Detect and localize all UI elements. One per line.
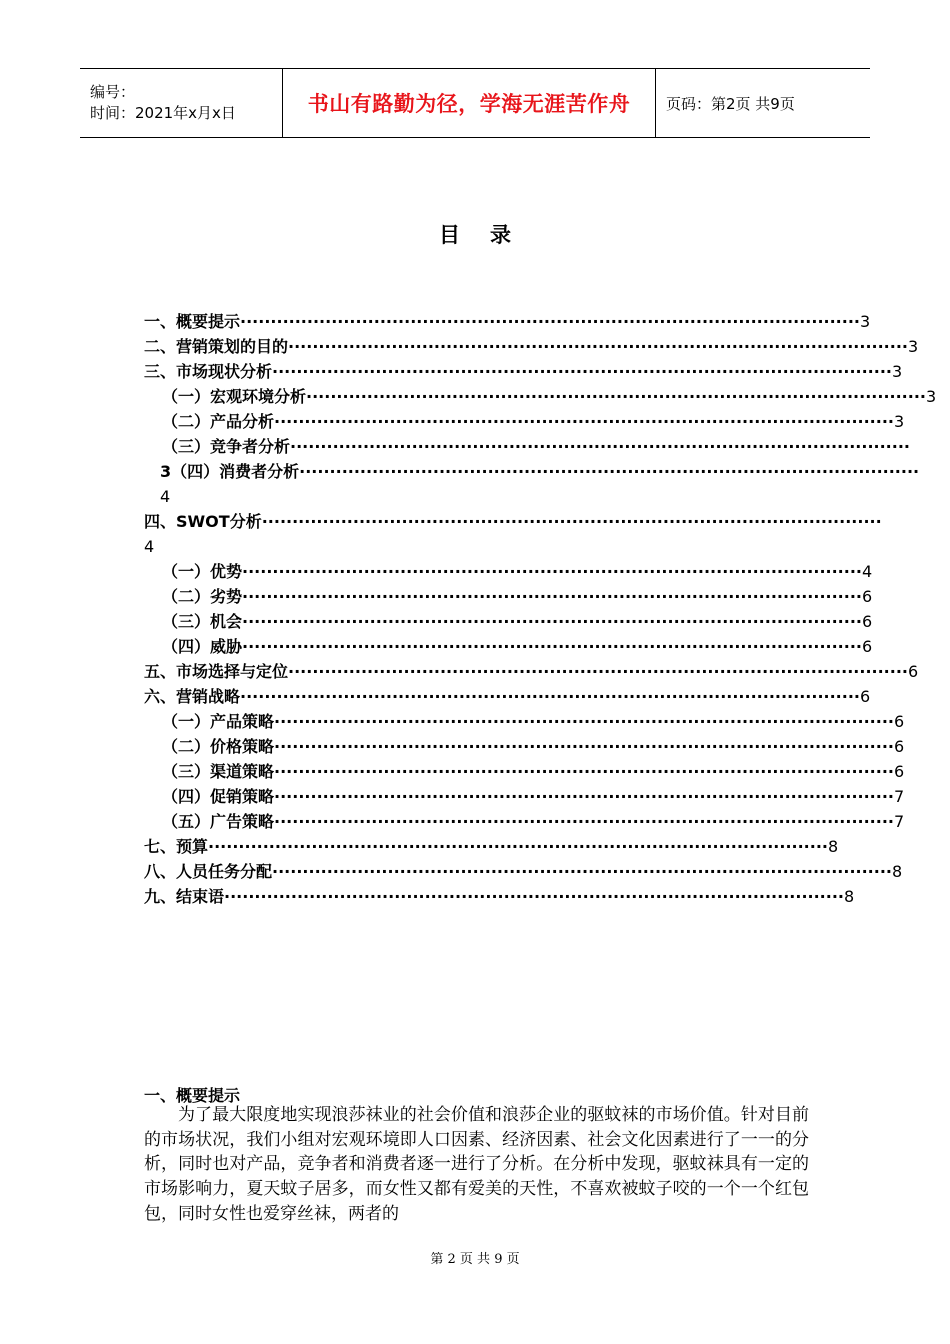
page-header	[80, 68, 870, 138]
page-footer: 第 2 页 共 9 页	[430, 1252, 520, 1267]
toc-entry[interactable]: （四）威胁 ······································································································ 6	[162, 637, 873, 656]
toc-entry[interactable]: （一）产品策略 ······································································································ 6	[162, 712, 905, 731]
toc-entry[interactable]: （五）广告策略 ······································································································ 7	[162, 812, 905, 831]
toc-entry[interactable]: （三）机会 ······································································································ 6	[162, 612, 873, 631]
toc-title-char-1: 目	[439, 222, 460, 247]
motto-text: 书山有路勤为径，学海无涯苦作舟	[307, 91, 631, 116]
toc-entry[interactable]: （二）劣势 ······································································································ 6	[162, 587, 873, 606]
toc-entry[interactable]: （一）优势 ······································································································ 4	[162, 562, 873, 581]
toc-entry[interactable]: （四）促销策略 ······································································································ 7	[162, 787, 905, 806]
page-info-text: 页码：第2页 共9页	[666, 94, 795, 113]
toc-entry[interactable]: 七、预算 ······································································································ 8	[144, 837, 839, 856]
toc-entry[interactable]: 六、营销战略 ······································································································ 6	[144, 687, 871, 706]
section-heading: 一、概要提示	[144, 1086, 241, 1105]
header-page-info	[656, 69, 870, 137]
toc-entry[interactable]: （二）产品分析 ······································································································ 3	[162, 412, 905, 431]
toc-wrap-page: 4	[144, 537, 155, 556]
body-paragraph	[144, 1103, 809, 1227]
toc-entry[interactable]: 一、概要提示 ······································································································ 3	[144, 312, 871, 331]
toc-entry[interactable]: 八、人员任务分配 ······································································································ 8	[144, 862, 903, 881]
header-meta	[80, 69, 282, 137]
paragraph-text: 为了最大限度地实现浪莎袜业的社会价值和浪莎企业的驱蚊袜的市场价值。针对目前的市场状况，我们小组对宏观环境即人口因素、经济因素、社会文化因素进行了一一的分析，同时也对产品，竞争者和消费者逐一进行了分析。在分析中发现，驱蚊袜具有一定的市场影响力，夏天蚊子居多，而女性又都有爱美的天性，不喜欢被蚊子咬的一个一个红包包，同时女性也爱穿丝袜，两者的	[144, 1105, 809, 1224]
toc-entry[interactable]: 3（四）消费者分析 ······································································································	[160, 462, 920, 481]
toc-entry[interactable]: 五、市场选择与定位 ······································································································ 6	[144, 662, 919, 681]
header-motto	[282, 69, 656, 137]
doc-date-label: 时间：2021年x月x日	[90, 104, 236, 122]
toc-entry[interactable]: （一）宏观环境分析 ······································································································ 3	[162, 387, 937, 406]
toc-entry[interactable]: 三、市场现状分析 ······································································································ 3	[144, 362, 903, 381]
doc-number-label: 编号：	[90, 83, 136, 101]
toc-wrap-page: 4	[160, 487, 171, 506]
toc-entry[interactable]: （三）竞争者分析 ······································································································	[162, 437, 910, 456]
toc-entry[interactable]: （二）价格策略 ······································································································ 6	[162, 737, 905, 756]
toc-entry[interactable]: 九、结束语 ······································································································ 8	[144, 887, 855, 906]
toc-title-char-2: 录	[490, 222, 511, 247]
toc-entry[interactable]: 二、营销策划的目的 ······································································································ 3	[144, 337, 919, 356]
toc-title	[0, 219, 950, 249]
toc-entry[interactable]: 四、SWOT分析 ······································································································	[144, 512, 882, 531]
toc-entry[interactable]: （三）渠道策略 ······································································································ 6	[162, 762, 905, 781]
